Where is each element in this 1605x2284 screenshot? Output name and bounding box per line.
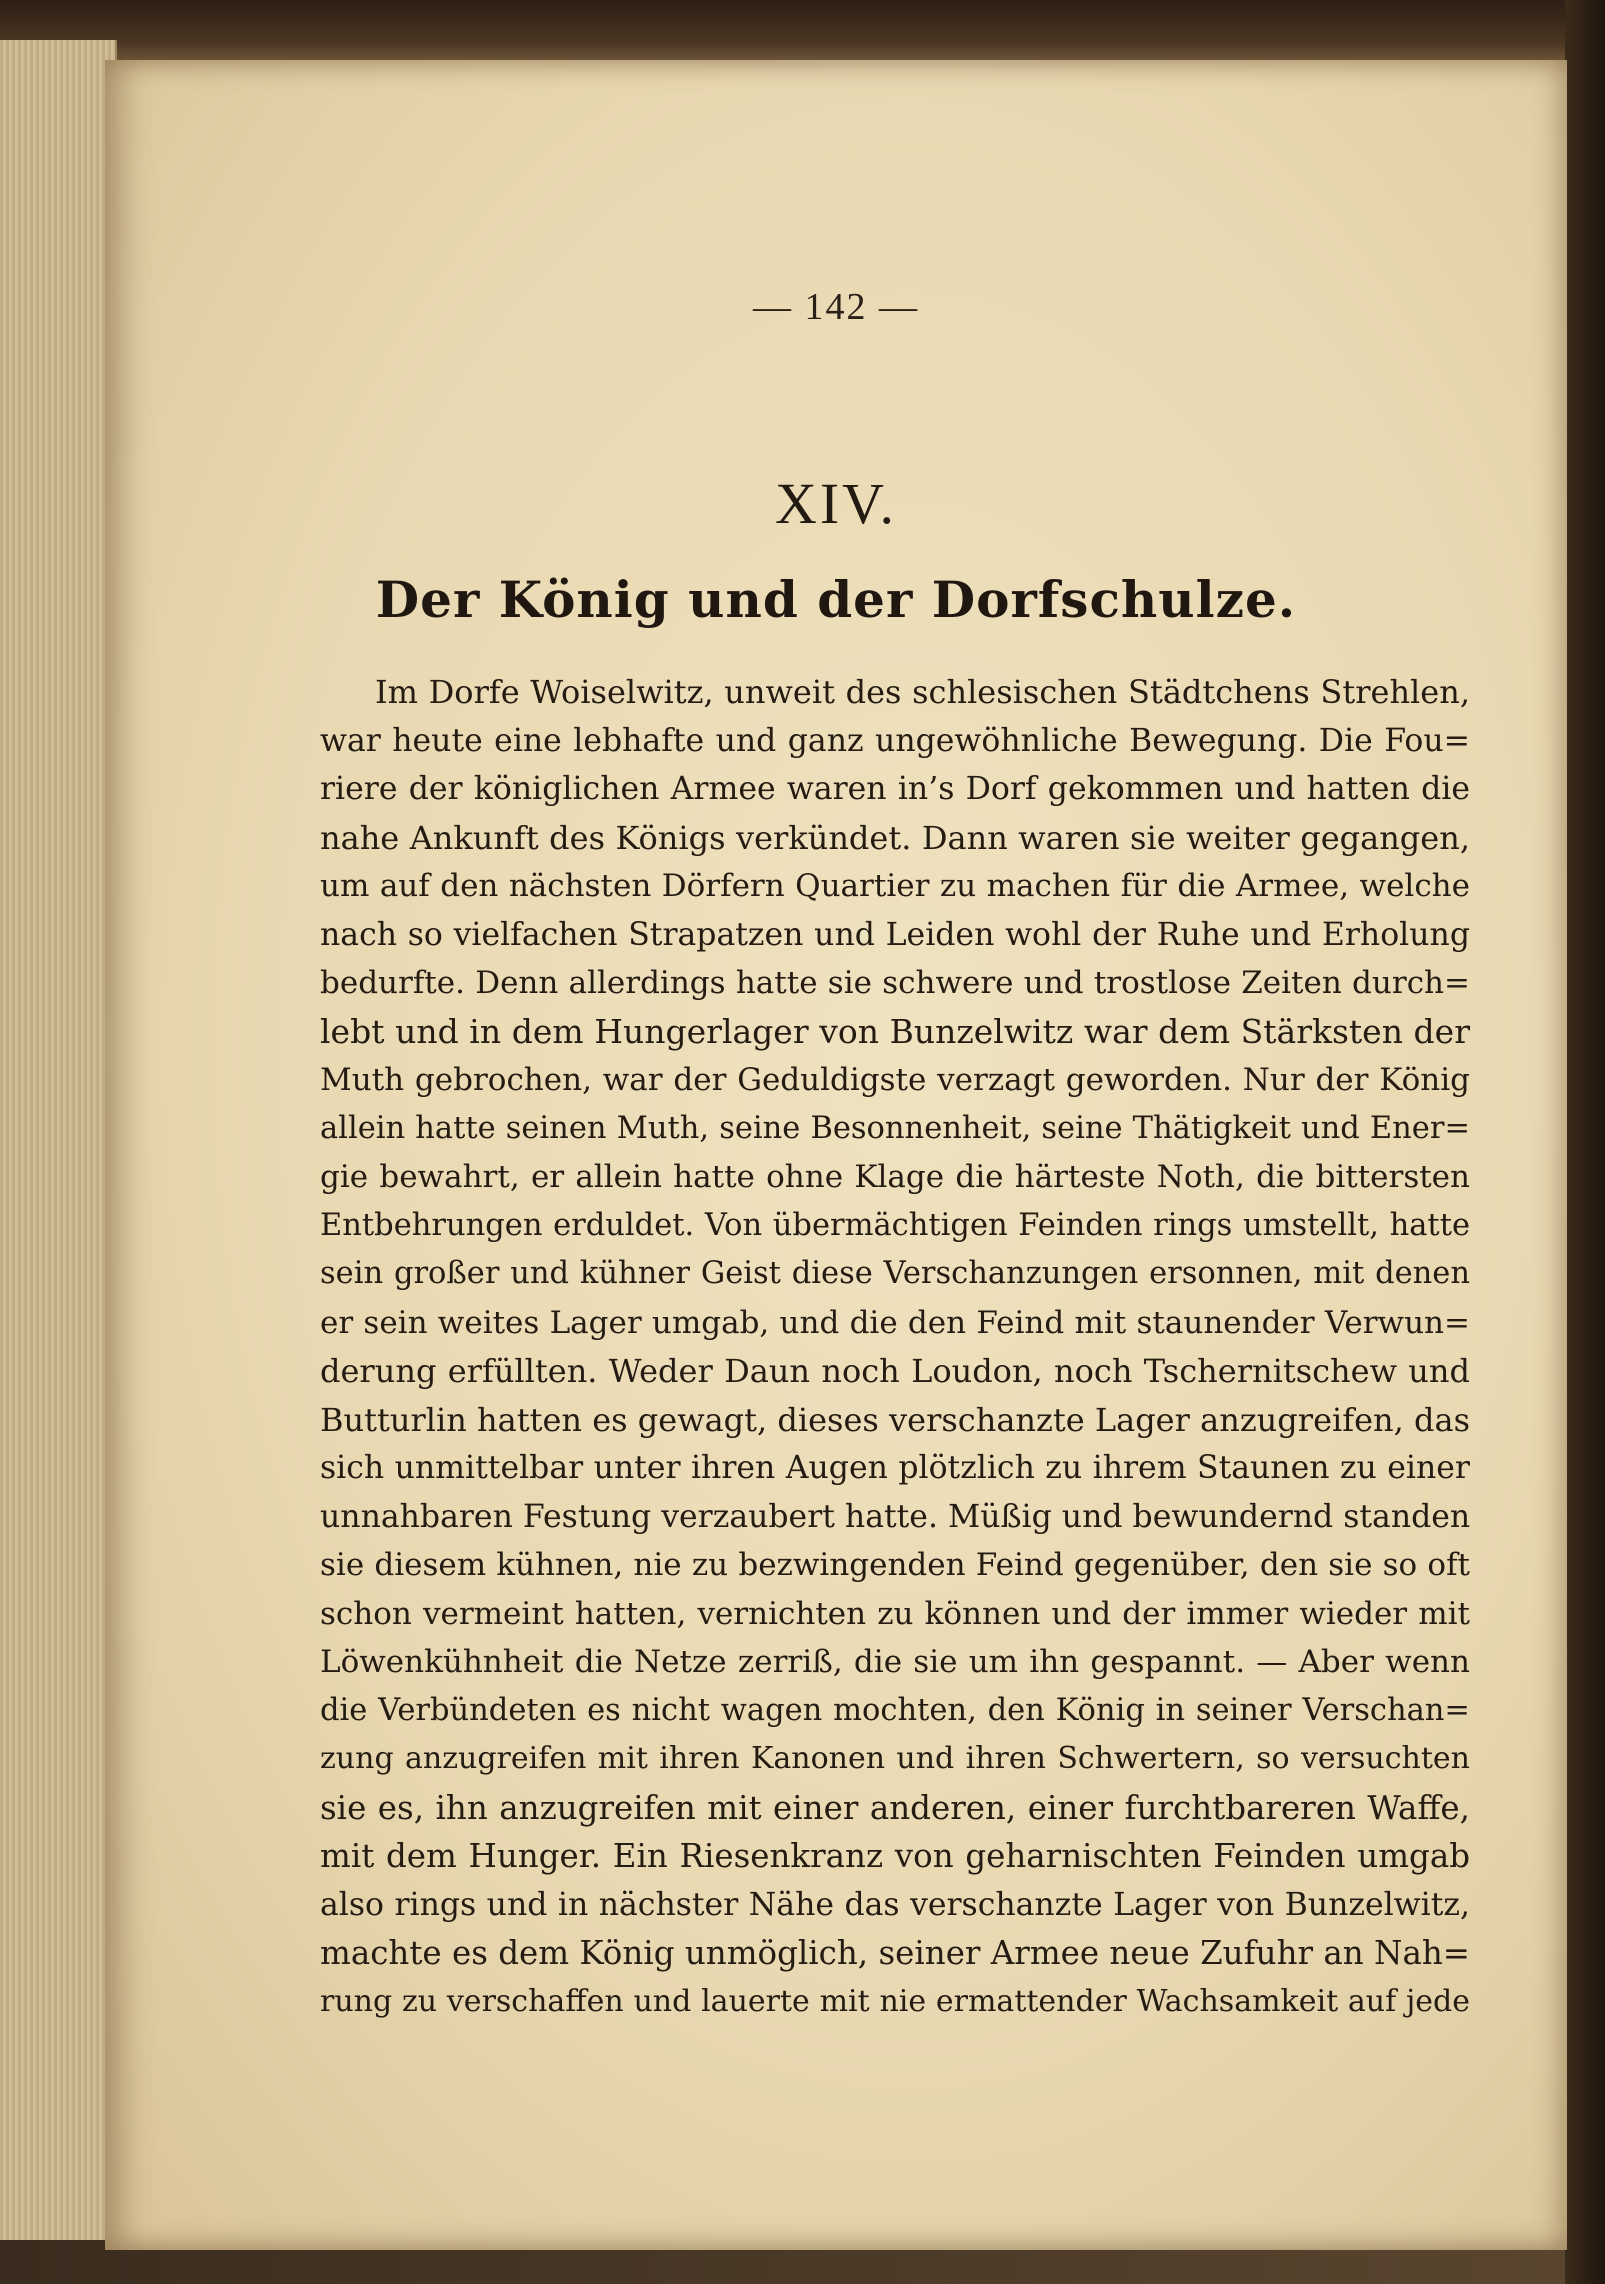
text-line: bedurfte. Denn allerdings hatte sie schwere und trostlose Zeiten durch= xyxy=(320,965,1470,1001)
text-line: nahe Ankunft des Königs verkündet. Dann waren sie weiter gegangen, xyxy=(320,818,1470,857)
text-line: rung zu verschaffen und lauerte mit nie ermattender Wachsamkeit auf jede xyxy=(320,1983,1470,2019)
text-line: riere der königlichen Armee waren in’s Dorf gekommen und hatten die xyxy=(320,771,1470,807)
text-line: Entbehrungen erduldet. Von übermächtigen Feinden rings umstellt, hatte xyxy=(320,1207,1470,1243)
text-line: allein hatte seinen Muth, seine Besonnenheit, seine Thätigkeit und Ener= xyxy=(320,1110,1470,1146)
text-line: zung anzugreifen mit ihren Kanonen und ihren Schwertern, so versuchten xyxy=(320,1741,1470,1776)
text-line: derung erfüllten. Weder Daun noch Loudon, noch Tschernitschew und xyxy=(320,1352,1470,1390)
text-line: Im Dorfe Woiselwitz, unweit des schlesischen Städtchens Strehlen, xyxy=(375,673,1470,711)
text-line: er sein weites Lager umgab, und die den Feind mit staunender Verwun= xyxy=(320,1304,1470,1341)
page-number: — 142 — xyxy=(753,286,919,328)
text-line: lebt und in dem Hungerlager von Bunzelwitz war dem Stärksten der xyxy=(320,1011,1470,1051)
text-line: machte es dem König unmöglich, seiner Armee neue Zufuhr an Nah= xyxy=(320,1934,1470,1972)
text-line: um auf den nächsten Dörfern Quartier zu machen für die Armee, welche xyxy=(320,868,1470,904)
book-spine xyxy=(1565,0,1605,2284)
text-line: sich unmittelbar unter ihren Augen plötzlich zu ihrem Staunen zu einer xyxy=(320,1450,1470,1486)
body-text xyxy=(320,668,1470,2026)
chapter-title: Der König und der Dorfschulze. xyxy=(375,570,1297,629)
text-line: die Verbündeten es nicht wagen mochten, den König in seiner Verschan= xyxy=(320,1692,1470,1728)
text-line: mit dem Hunger. Ein Riesenkranz von geharnischten Feinden umgab xyxy=(320,1837,1470,1875)
text-line: unnahbaren Festung verzaubert hatte. Müßig und bewundernd standen xyxy=(320,1498,1471,1535)
text-line: Löwenkühnheit die Netze zerriß, die sie um ihn gespannt. — Aber wenn xyxy=(320,1644,1470,1680)
text-line: Butturlin hatten es gewagt, dieses verschanzte Lager anzugreifen, das xyxy=(320,1400,1470,1439)
text-line: also rings und in nächster Nähe das verschanzte Lager von Bunzelwitz, xyxy=(320,1886,1470,1923)
text-line: schon vermeint hatten, vernichten zu können und der immer wieder mit xyxy=(320,1595,1470,1632)
text-line: gie bewahrt, er allein hatte ohne Klage die härteste Noth, die bittersten xyxy=(320,1159,1470,1195)
book-top-edge xyxy=(0,0,1605,60)
text-line: nach so vielfachen Strapatzen und Leiden wohl der Ruhe und Erholung xyxy=(320,916,1470,953)
page-stack-edges xyxy=(0,40,117,2240)
text-line: war heute eine lebhafte und ganz ungewöhnliche Bewegung. Die Fou= xyxy=(320,722,1470,759)
page-paper xyxy=(105,60,1567,2250)
text-line: sein großer und kühner Geist diese Verschanzungen ersonnen, mit denen xyxy=(320,1256,1470,1291)
text-line: sie diesem kühnen, nie zu bezwingenden Feind gegenüber, den sie so oft xyxy=(320,1547,1470,1583)
text-line: Muth gebrochen, war der Geduldigste verzagt geworden. Nur der König xyxy=(320,1062,1470,1098)
chapter-number: XIV. xyxy=(774,471,898,536)
text-line: sie es, ihn anzugreifen mit einer anderen, einer furchtbareren Waffe, xyxy=(320,1788,1470,1827)
